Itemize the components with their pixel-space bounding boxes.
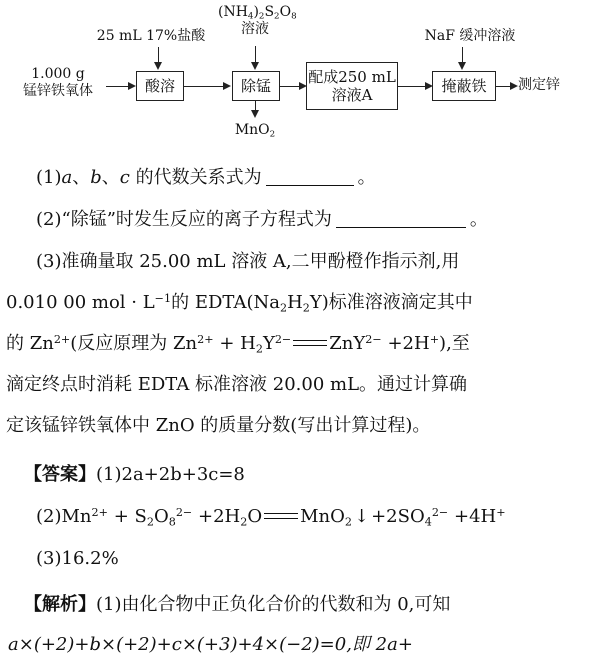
answer-2-lead: (2)Mn: [36, 506, 92, 527]
step-acid-dissolve: 酸溶: [136, 71, 184, 101]
q2-text: (2)“除锰”时发生反应的离子方程式为: [36, 209, 332, 230]
input-mass: 1.000 g: [31, 66, 85, 82]
analysis-header: 【解析】: [24, 594, 96, 615]
answer-line-1: [0, 463, 589, 487]
arrowhead-reagent-persulfate: [251, 62, 259, 70]
step-dilute-solution-a: [306, 62, 398, 110]
q3-zny: ZnY: [329, 333, 366, 354]
analysis-line-1: [0, 593, 589, 617]
q2-end: 。: [469, 209, 488, 230]
q3-edta-tail: Y)标准溶液滴定其中: [309, 292, 473, 313]
q3-zn-ion: 的 Zn: [6, 333, 54, 354]
analysis-text-1: (1)由化合物中正负化合价的代数和为 0,可知: [96, 594, 451, 615]
question-3-line-2: 0.010 00 mol · $L^{-1}$的 $EDTA(Na_2H_2Y)$标准溶液滴定其中: [6, 291, 473, 315]
answer-line-3: (3)16.2%: [36, 548, 119, 569]
question-1: (1)a、b、c 的代数关系式为 。: [36, 167, 376, 188]
arrowhead-reagent-hcl: [154, 62, 162, 70]
arrowhead-input: [128, 82, 136, 90]
input-material: 锰锌铁氧体: [23, 83, 93, 99]
answer-header: 【答案】: [24, 464, 96, 485]
step-mask-iron: 掩蔽铁: [432, 71, 496, 101]
question-3-line-1: (3)准确量取 25.00 mL 溶液 A,二甲酚橙作指示剂,用: [36, 251, 460, 272]
q3-h2y: + H: [219, 333, 256, 354]
arrowhead-mask: [510, 82, 518, 90]
input-label: [8, 66, 108, 100]
reagent-hcl-label: 25 mL 17%盐酸: [96, 28, 206, 44]
arrow-reagent-persulfate: [255, 46, 256, 63]
answer-1: (1)2a+2b+3c=8: [96, 464, 245, 485]
q1-text: 的代数关系式为: [135, 167, 262, 188]
reagent-naf-label: NaF 缓冲溶液: [424, 28, 516, 44]
equals-sign-reaction: [293, 340, 327, 346]
dilute-volume: 配成250 mL: [308, 68, 396, 86]
question-3-line-4: 滴定终点时消耗 EDTA 标准溶液 20.00 mL。通过计算确: [6, 374, 468, 395]
arrow-reagent-naf: [462, 47, 463, 63]
equals-sign-answer: [264, 513, 298, 519]
reagent-persulfate-solution: 溶液: [241, 21, 269, 37]
arrow-dilute-to-mask: [398, 86, 427, 87]
arrow-input-to-dissolve: [106, 86, 130, 87]
product-mno2-label: MnO$_2$: [234, 122, 276, 140]
question-2: [0, 208, 589, 232]
arrow-dissolve-to-mn: [184, 86, 225, 87]
q3-h-ion: +2H: [387, 333, 430, 354]
reagent-persulfate-label: [218, 4, 297, 38]
q3-concentration: 0.010 00 mol · L: [6, 292, 155, 313]
arrowhead-dissolve: [223, 82, 231, 90]
q3-edta: 的 EDTA(Na: [171, 292, 280, 313]
analysis-line-2: a×(+2)+b×(+2)+c×(+3)+4×(−2)=0,即 2a+: [8, 634, 413, 655]
q1-answer-blank[interactable]: [266, 167, 354, 186]
q1-end: 。: [357, 167, 376, 188]
answer-line-2: $(2)Mn^{2+} + S_2O_8^{2-} +2H_2O$ MnO$_2$ ↓ $+2SO_4^{2-} +4H^+$: [36, 505, 506, 529]
question-3-line-3: 的 $Zn^{2+}$(反应原理为 $Zn^{2+} + H_2Y^{2-}$ ZnY$^{2-}$ +2H+),至: [6, 332, 470, 356]
question-3-line-5: 定该锰锌铁氧体中 ZnO 的质量分数(写出计算过程)。: [6, 415, 431, 436]
arrowhead-mno2: [251, 110, 259, 118]
reagent-persulfate-formula: $(NH_4)_2S_2O_8$: [218, 4, 297, 22]
process-flow-diagram: [0, 0, 589, 152]
arrow-reagent-hcl: [158, 47, 159, 63]
step-remove-mn: 除锰: [232, 71, 280, 101]
q3-close: ),至: [439, 333, 470, 354]
output-label: 测定锌: [518, 77, 560, 93]
q2-answer-blank[interactable]: [336, 209, 466, 228]
q1-number: (1): [36, 167, 62, 188]
arrow-mn-to-dilute: [280, 86, 301, 87]
arrowhead-reagent-naf: [458, 62, 466, 70]
q3-principle: (反应原理为 Zn: [70, 333, 198, 354]
dilute-solution-name: 溶液A: [331, 86, 373, 104]
precipitate-down-arrow-icon: ↓: [354, 506, 370, 527]
